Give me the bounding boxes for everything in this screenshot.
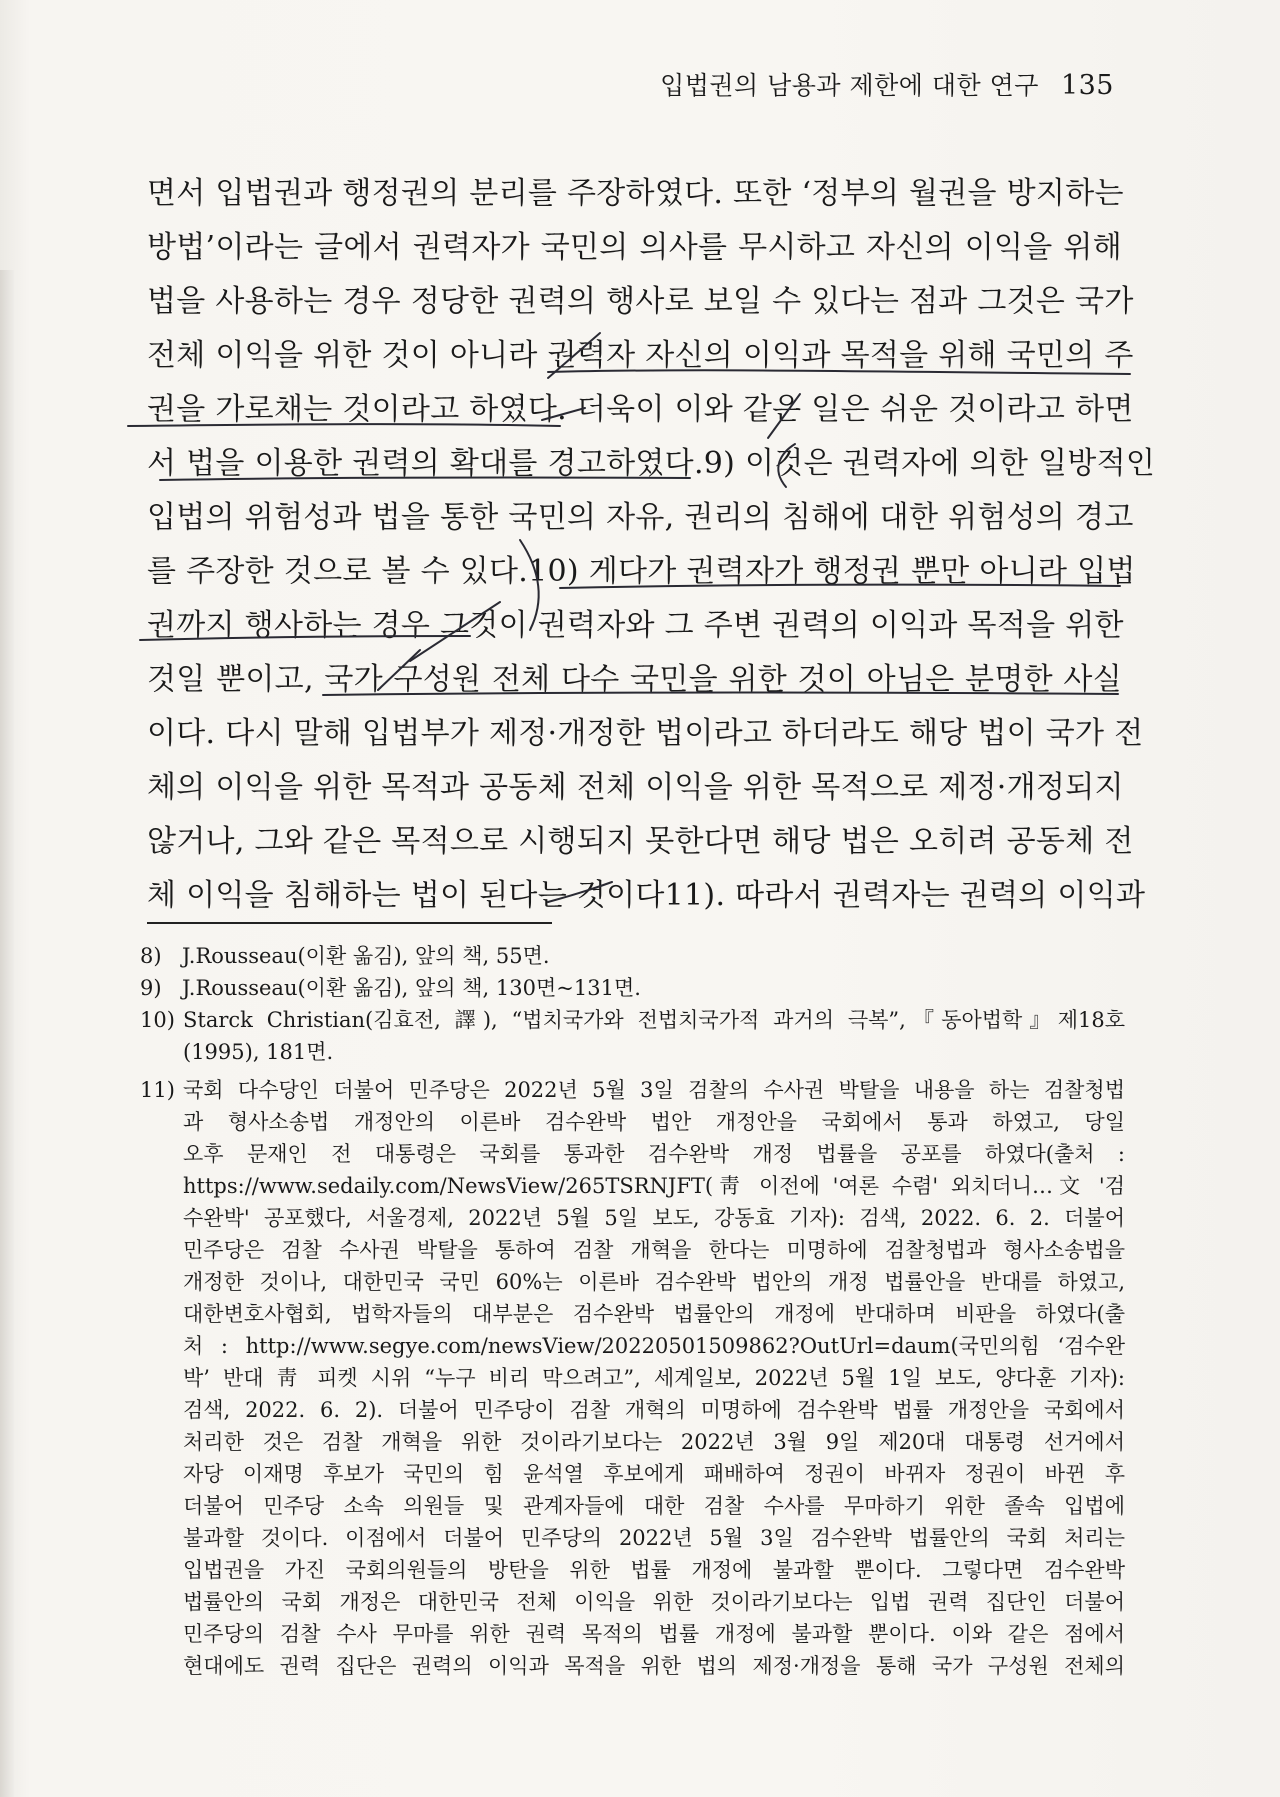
footnote-rule xyxy=(147,922,552,924)
body-line: 전체 이익을 위한 것이 아니라 권력자 자신의 이익과 목적을 위해 국민의 주 xyxy=(147,338,1134,373)
footnote-11 xyxy=(140,1074,1125,1682)
body-line: 이다. 다시 말해 입법부가 제정·개정한 법이라고 하더라도 해당 법이 국가 전 xyxy=(147,716,1144,751)
footnote-line: Starck Christian(김효전, 譯), “법치국가와 전법치국가적 과거의 극복”,『동아법학』제18호 xyxy=(183,1008,1125,1032)
body-line: 서 법을 이용한 권력의 확대를 경고하였다.9) 이것은 권력자에 의한 일방적인 xyxy=(147,446,1156,481)
body-line: 법을 사용하는 경우 정당한 권력의 행사로 보일 수 있다는 점과 그것은 국가 xyxy=(147,284,1134,319)
body-line: 체 이익을 침해하는 법이 된다는 것이다11). 따라서 권력자는 권력의 이익과 xyxy=(147,878,1146,913)
body-line: 권을 가로채는 것이라고 하였다. 더욱이 이와 같은 일은 쉬운 것이라고 하면 xyxy=(147,392,1134,427)
footnote-line: 자당 이재명 후보가 국민의 힘 윤석열 후보에게 패배하여 정권이 바뀌자 정권이 바뀐 후 xyxy=(183,1462,1125,1486)
footnote-line: (1995), 181면. xyxy=(183,1040,334,1064)
footnote-line: 처 : http://www.segye.com/newsView/20220501509862?OutUrl=daum(국민의힘 ‘검수완 xyxy=(183,1334,1125,1358)
footnote-10 xyxy=(140,1004,1125,1068)
footnote-line: 입법권을 가진 국회의원들의 방탄을 위한 법률 개정에 불과할 뿐이다. 그렇다면 검수완박 xyxy=(183,1558,1125,1582)
footnote-line: 국회 다수당인 더불어 민주당은 2022년 5월 3일 검찰의 수사권 박탈을 내용을 하는 검찰청법 xyxy=(183,1078,1125,1102)
footnote-line: https://www.sedaily.com/NewsView/265TSRNJFT(靑 이전에 '여론 수렴' 외치더니…文 '검 xyxy=(183,1174,1125,1198)
footnote-number: 9) xyxy=(140,976,162,1000)
footnote-text xyxy=(140,940,1125,972)
footnote-line: 처리한 것은 검찰 개혁을 위한 것이라기보다는 2022년 3월 9일 제20대 대통령 선거에서 xyxy=(183,1430,1125,1454)
footnote-line: 과 형사소송법 개정안의 이른바 검수완박 법안 개정안을 국회에서 통과 하였고, 당일 xyxy=(183,1110,1125,1134)
footnote-number: 8) xyxy=(140,944,162,968)
body-line: 방법’이라는 글에서 권력자가 국민의 의사를 무시하고 자신의 이익을 위해 xyxy=(147,230,1122,265)
footnote-line: 검색, 2022. 6. 2). 더불어 민주당이 검찰 개혁의 미명하에 검수완박 법률 개정안을 국회에서 xyxy=(183,1398,1125,1422)
running-head xyxy=(660,66,1114,102)
body-line: 체의 이익을 위한 목적과 공동체 전체 이익을 위한 목적으로 제정·개정되지 xyxy=(147,770,1124,805)
body-line: 면서 입법권과 행정권의 분리를 주장하였다. 또한 ‘정부의 월권을 방지하는 xyxy=(147,176,1124,211)
footnote-line: 현대에도 권력 집단은 권력의 이익과 목적을 위한 법의 제정·개정을 통해 국가 구성원 전체의 xyxy=(183,1654,1125,1678)
footnote-number: 10) xyxy=(140,1008,175,1032)
footnote-line: 법률안의 국회 개정은 대한민국 전체 이익을 위한 것이라기보다는 입법 권력 집단인 더불어 xyxy=(183,1590,1125,1614)
footnote-line: 개정한 것이나, 대한민국 국민 60%는 이른바 검수완박 법안의 개정 법률안을 반대를 하였고, xyxy=(183,1270,1125,1294)
body-line: 것일 뿐이고, 국가 구성원 전체 다수 국민을 위한 것이 아님은 분명한 사실 xyxy=(147,662,1122,697)
footnote-line: 박’ 반대 靑 피켓 시위 “누구 비리 막으려고”, 세계일보, 2022년 5월 1일 보도, 양다훈 기자): xyxy=(183,1366,1125,1390)
footnote-8 xyxy=(140,940,1125,972)
footnote-line: J.Rousseau(이환 옮김), 앞의 책, 55면. xyxy=(182,944,550,968)
page-spine-shadow xyxy=(0,270,14,1797)
footnote-line: J.Rousseau(이환 옮김), 앞의 책, 130면~131면. xyxy=(182,976,641,1000)
footnote-line: 민주당은 검찰 수사권 박탈을 통하여 검찰 개혁을 한다는 미명하에 검찰청법과 형사소송법을 xyxy=(183,1238,1125,1262)
running-title: 입법권의 남용과 제한에 대한 연구 xyxy=(660,71,1039,100)
footnote-line: 더불어 민주당 소속 의원들 및 관계자들에 대한 검찰 수사를 무마하기 위한 졸속 입법에 xyxy=(183,1494,1125,1518)
page-number: 135 xyxy=(1060,70,1114,101)
body-line: 권까지 행사하는 경우 그것이 권력자와 그 주변 권력의 이익과 목적을 위한 xyxy=(147,608,1124,643)
footnote-text xyxy=(140,1074,1125,1682)
footnote-line: 수완박' 공포했다, 서울경제, 2022년 5월 5일 보도, 강동효 기자): 검색, 2022. 6. 2. 더불어 xyxy=(183,1206,1125,1230)
footnote-text xyxy=(140,1004,1125,1068)
body-text xyxy=(147,167,1156,923)
footnote-9 xyxy=(140,972,1125,1004)
body-line: 않거나, 그와 같은 목적으로 시행되지 못한다면 해당 법은 오히려 공동체 전 xyxy=(147,824,1134,859)
body-line: 입법의 위험성과 법을 통한 국민의 자유, 권리의 침해에 대한 위험성의 경고 xyxy=(147,500,1134,535)
footnote-line: 오후 문재인 전 대통령은 국회를 통과한 검수완박 개정 법률을 공포를 하였다(출처 : xyxy=(183,1142,1125,1166)
footnote-number: 11) xyxy=(140,1078,175,1102)
footnotes xyxy=(140,940,1125,1682)
footnote-line: 불과할 것이다. 이점에서 더불어 민주당의 2022년 5월 3일 검수완박 법률안의 국회 처리는 xyxy=(183,1526,1125,1550)
body-line: 를 주장한 것으로 볼 수 있다.10) 게다가 권력자가 행정권 뿐만 아니라 입법 xyxy=(147,554,1136,589)
footnote-text xyxy=(140,972,1125,1004)
footnote-line: 대한변호사협회, 법학자들의 대부분은 검수완박 법률안의 개정에 반대하며 비판을 하였다(출 xyxy=(183,1302,1125,1326)
footnote-line: 민주당의 검찰 수사 무마를 위한 권력 목적의 법률 개정에 불과할 뿐이다. 이와 같은 점에서 xyxy=(183,1622,1125,1646)
